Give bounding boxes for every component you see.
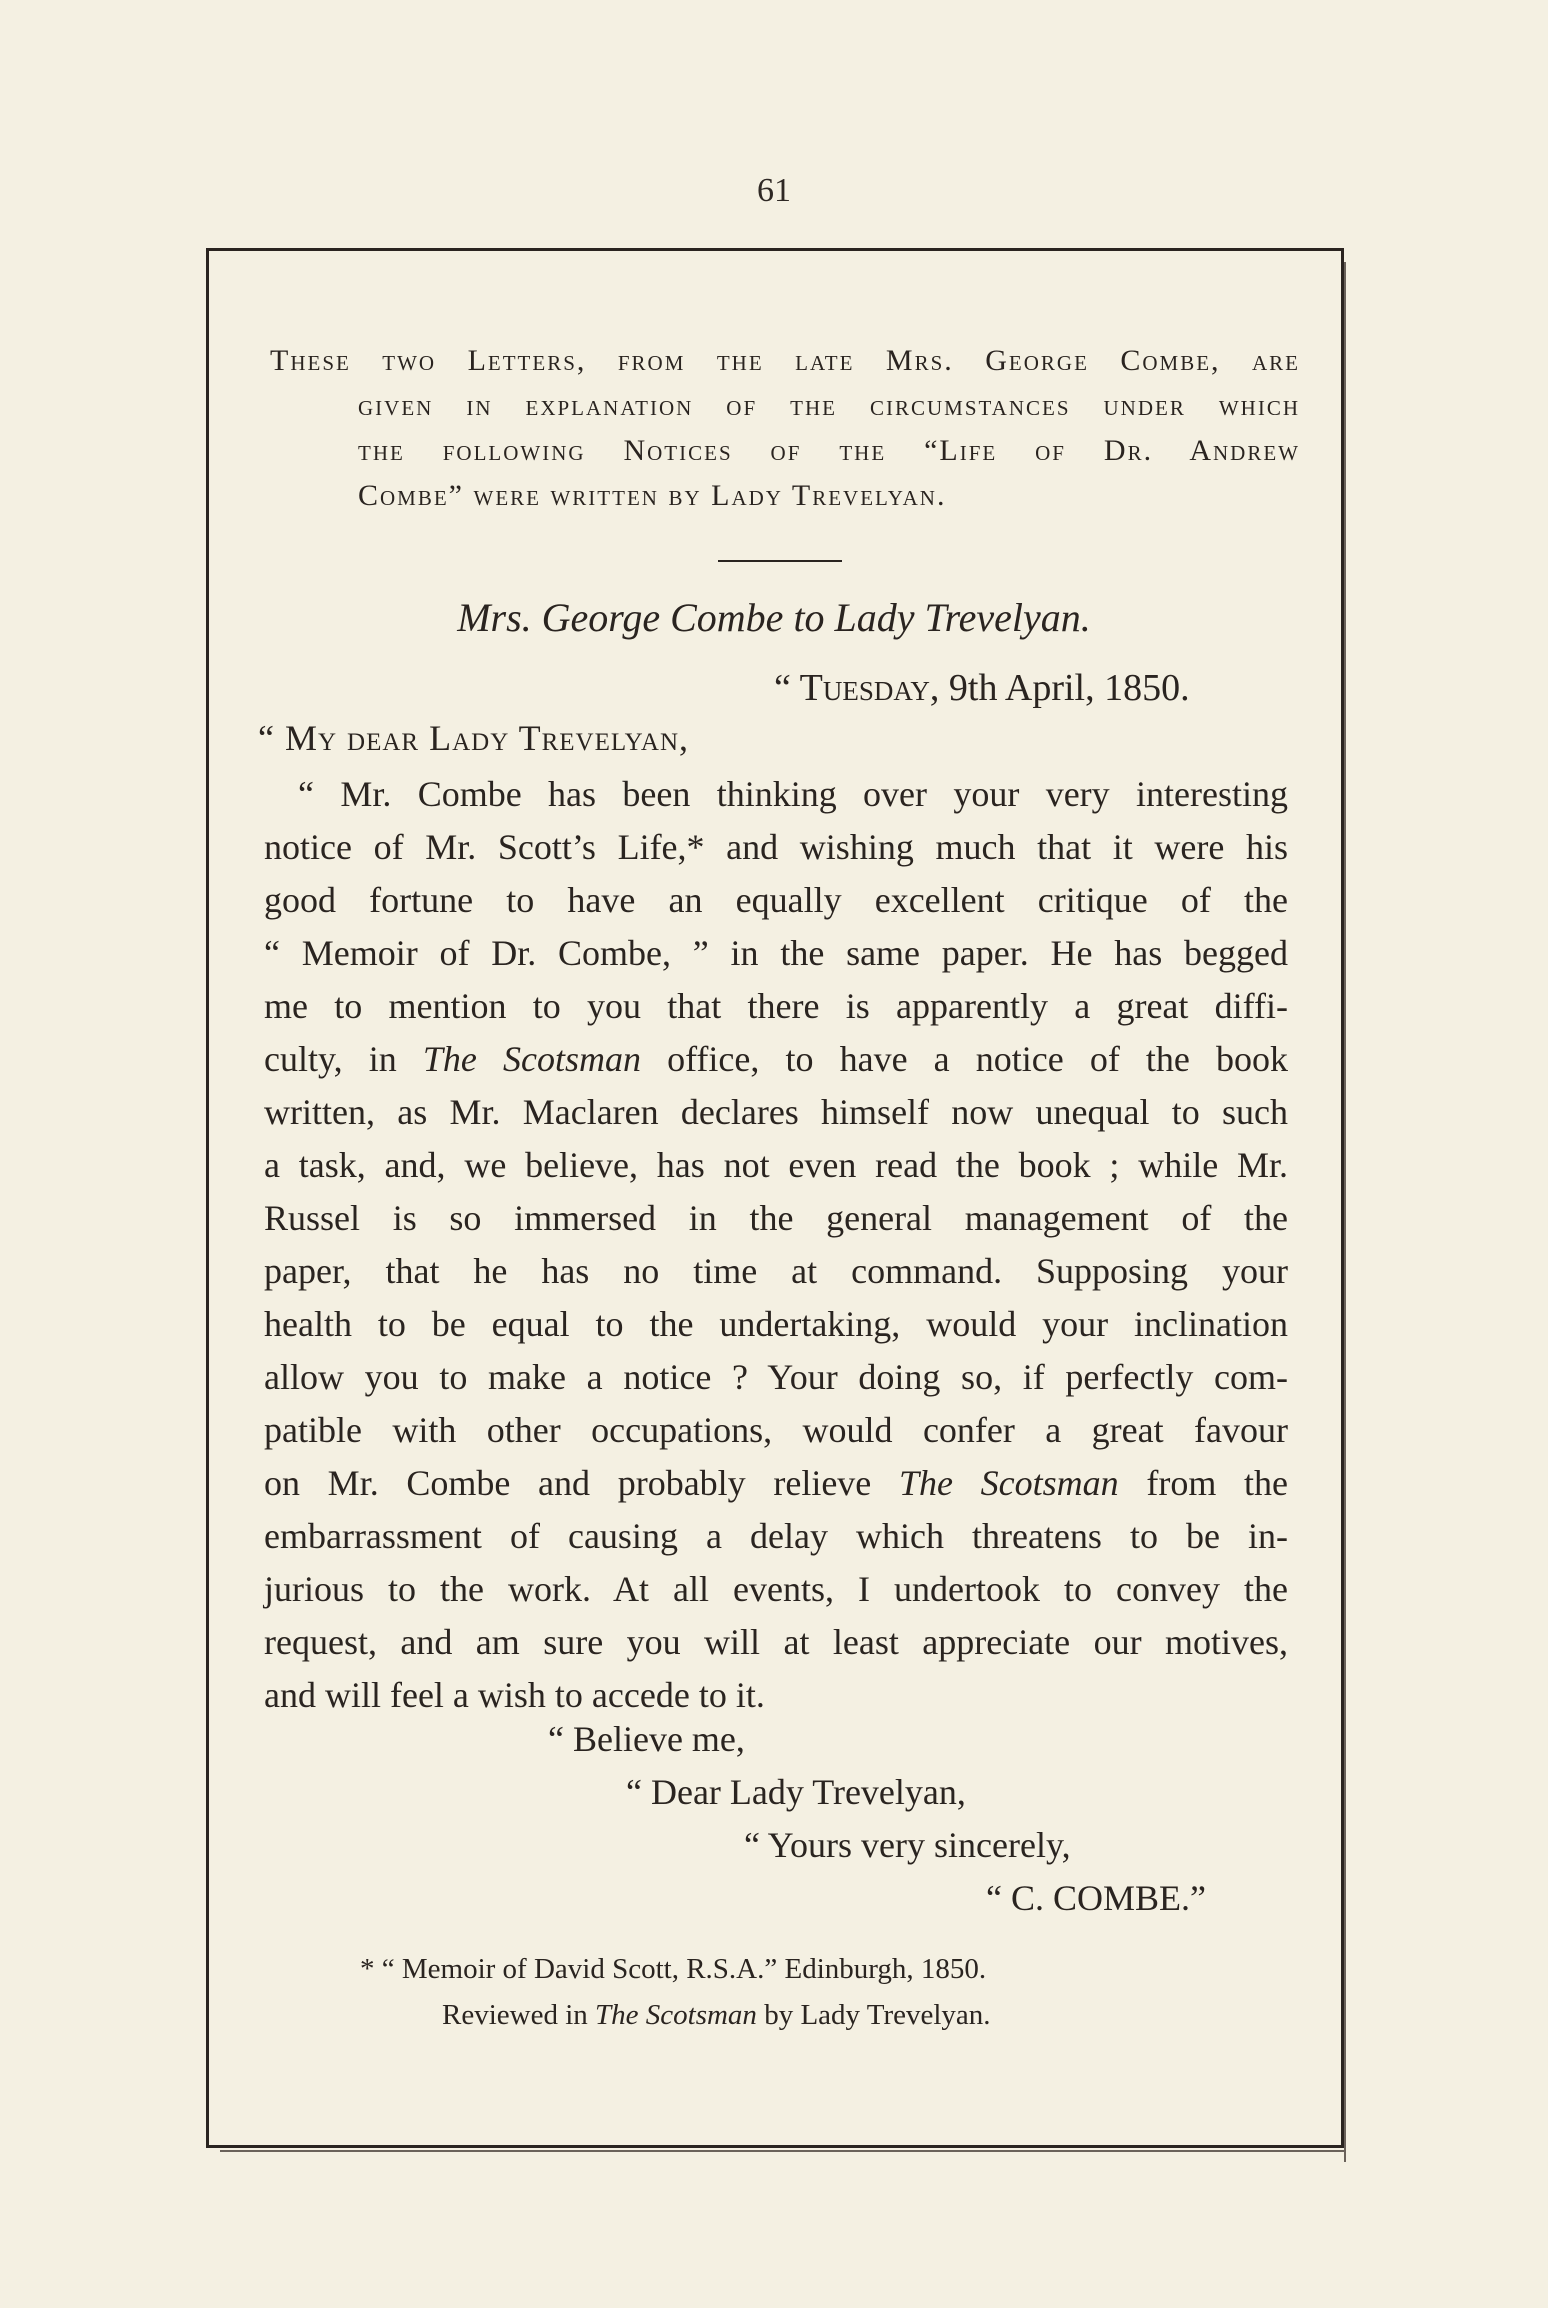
newspaper-title: The Scotsman <box>898 1463 1119 1503</box>
footnote-text-segment: by Lady Trevelyan. <box>756 1999 991 2031</box>
date-text: 9th April, 1850. <box>939 667 1190 709</box>
body-line: and will feel a wish to accede to it. <box>264 1675 765 1715</box>
body-line: notice of Mr. Scott’s Life,* and wishing much that it were his <box>264 827 1288 867</box>
body-line: request, and am sure you will at least appreciate our motives, <box>264 1622 1288 1662</box>
body-line: patible with other occupations, would confer a great favour <box>264 1410 1288 1450</box>
intro-paragraph <box>270 338 1300 518</box>
body-line: allow you to make a notice ? Your doing so, if perfectly com- <box>264 1357 1288 1397</box>
newspaper-title: The Scotsman <box>422 1039 641 1079</box>
page-number: 61 <box>757 172 791 209</box>
newspaper-title: The Scotsman <box>595 1999 757 2031</box>
body-line: jurious to the work. At all events, I undertook to convey the <box>264 1569 1288 1609</box>
footnote-text-segment: Reviewed in <box>442 1999 596 2031</box>
date-weekday: “ Tuesday, <box>774 667 940 709</box>
letter-body <box>264 768 1288 1722</box>
intro-line: given in explanation of the circumstances under which <box>358 389 1300 422</box>
closing-line: “ Dear Lady Trevelyan, <box>626 1772 966 1812</box>
body-line: a task, and, we believe, has not even read the book ; while Mr. <box>264 1145 1288 1185</box>
body-line <box>264 1033 1288 1086</box>
section-divider <box>718 560 842 562</box>
body-text-segment: from the <box>1146 1463 1288 1503</box>
body-line: health to be equal to the undertaking, would your inclination <box>264 1304 1288 1344</box>
closing-line: “ Yours very sincerely, <box>744 1825 1071 1865</box>
body-text-segment: culty, in <box>264 1039 397 1079</box>
closing-line: “ Believe me, <box>548 1719 745 1759</box>
footnote-line <box>360 1992 1260 2038</box>
intro-line: Combe” were written by Lady Trevelyan. <box>358 479 947 512</box>
letter-heading: Mrs. George Combe to Lady Trevelyan. <box>457 595 1091 640</box>
intro-line: These two Letters, from the late Mrs. George Combe, are <box>270 344 1300 377</box>
body-text-segment: on Mr. Combe and probably relieve <box>264 1463 872 1503</box>
body-line: embarrassment of causing a delay which threatens to be in- <box>264 1516 1288 1556</box>
frame-right-rule <box>1344 262 1346 2162</box>
letter-salutation: “ My dear Lady Trevelyan, <box>258 718 690 758</box>
body-line: “ Mr. Combe has been thinking over your very interesting <box>298 774 1288 814</box>
body-text-segment: office, to have a notice of the book <box>667 1039 1289 1079</box>
signature: “ C. COMBE.” <box>986 1878 1206 1918</box>
body-line: “ Memoir of Dr. Combe, ” in the same paper. He has begged <box>264 933 1288 973</box>
body-line: paper, that he has no time at command. Supposing your <box>264 1251 1288 1291</box>
body-line: Russel is so immersed in the general management of the <box>264 1198 1288 1238</box>
body-line: me to mention to you that there is apparently a great diffi- <box>264 986 1288 1026</box>
frame-bottom-rule <box>220 2150 1346 2152</box>
intro-line: the following Notices of the “Life of Dr. Andrew <box>358 434 1300 467</box>
body-line: written, as Mr. Maclaren declares himself now unequal to such <box>264 1092 1288 1132</box>
body-line: good fortune to have an equally excellent critique of the <box>264 880 1288 920</box>
footnote <box>360 1946 1260 2038</box>
letter-dateline <box>774 666 1190 710</box>
body-line <box>264 1457 1288 1510</box>
footnote-line: * “ Memoir of David Scott, R.S.A.” Edinburgh, 1850. <box>360 1953 987 1985</box>
